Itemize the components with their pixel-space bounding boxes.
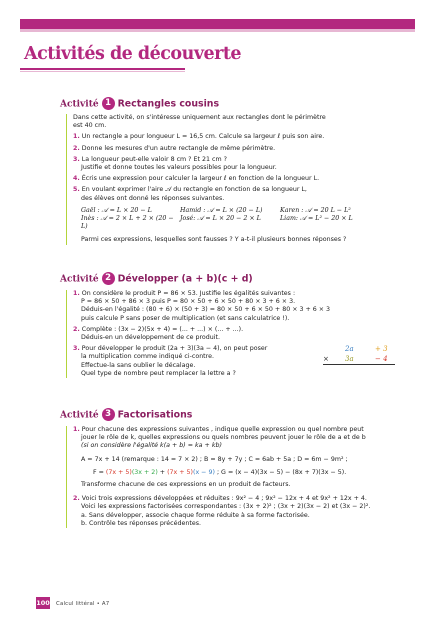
question-text: La longueur peut-elle valoir 8 cm ? Et 21 cm ? [81, 155, 227, 163]
expr-part: (7x + 5) [105, 468, 132, 476]
activity-number-badge: 3 [102, 408, 115, 421]
question-text: Pour développer le produit (2a + 3)(3a − 4), on peut poser [81, 345, 268, 353]
question-number: 5. [73, 186, 80, 194]
activity-2-header [60, 272, 405, 286]
intro-line: est 40 cm. [73, 122, 107, 130]
mult-term: − 4 [375, 355, 388, 364]
question-text: P = 86 × 50 + 86 × 3 puis P = 80 × 50 + 6 × 50 + 80 × 3 + 6 × 3. [81, 298, 296, 306]
sub-question-b: b. Contrôle tes réponses précédentes. [81, 519, 202, 527]
question-text: Quel type de nombre peut remplacer la lettre a ? [81, 369, 236, 377]
question-5 [73, 186, 405, 202]
question-3 [73, 156, 405, 172]
activity-label: Activité [60, 410, 99, 421]
activity-title: Développer (a + b)(c + d) [117, 273, 253, 285]
question-number: 1. [73, 133, 80, 141]
title-underline-shade [20, 71, 185, 72]
question-number: 3. [73, 155, 80, 163]
expr-part: (x − 9) [193, 468, 215, 476]
question-text: Effectue-la sans oublier le décalage. [81, 361, 196, 369]
page-number: 100 [36, 599, 50, 607]
question-1 [73, 426, 405, 451]
expr-part: + [157, 468, 168, 476]
activity-2 [60, 272, 405, 378]
question-1 [73, 133, 405, 141]
transform-instruction: Transforme chacune de ces expressions en un produit de facteurs. [81, 481, 291, 489]
question-text: la multiplication comme indiqué ci-contre. [81, 353, 214, 361]
question-text: Voici trois expressions développées et réduites : 9x² − 4 ; 9x² − 12x + 4 et 9x² + 12x + 4. [81, 495, 367, 503]
question-number: 2. [73, 144, 80, 152]
question-text: Justifie et donne toutes les valeurs possibles pour la longueur. [81, 164, 277, 172]
question-number: 2. [73, 325, 80, 333]
question-4 [73, 175, 405, 183]
question-text: jouer le rôle de k, quelles expressions ou quels nombres peuvent jouer le rôle de a et de b [81, 434, 366, 442]
question-text: Pour chacune des expressions suivantes , indique quelle expression ou quel nombre peut [81, 426, 364, 433]
question-number: 4. [73, 175, 80, 183]
multiplication-layout [323, 345, 403, 367]
activity-3-header [60, 408, 405, 422]
header-bar [20, 19, 415, 29]
question-2 [73, 495, 405, 511]
question-text: Complète : (3x − 2)(5x + 4) = (... + ...) × (... + ...). [81, 325, 244, 333]
mult-term: 2a [345, 345, 354, 354]
mult-term: 3a [345, 355, 354, 364]
footer-chapter: Calcul littéral • A7 [56, 601, 110, 607]
answer-hamid: Hamid : 𝒜 = L × (20 − L) [180, 206, 263, 214]
question-3 [73, 345, 405, 378]
activity-2-body [66, 290, 405, 378]
activity-3 [60, 408, 405, 528]
times-sign: × [323, 355, 329, 364]
answer-ines: Inès : 𝒜 = 2 × L + 2 × (20 − L) [81, 215, 174, 231]
question-2 [73, 326, 405, 342]
expr-part: F = [93, 468, 106, 476]
question-text: En voulant exprimer l'aire 𝒜 du rectangle en fonction de sa longueur L, [81, 186, 307, 194]
question-number: 2. [73, 495, 80, 503]
question-text: (si on considère l'égalité k(a + b) = ka + kb) [81, 442, 222, 450]
question-text: Déduis-en l'égalité : (80 + 6) × (50 + 3) = 80 × 50 + 6 × 50 + 80 × 3 + 6 × 3 [81, 306, 331, 314]
activity-label: Activité [60, 99, 99, 110]
mult-term: + 3 [375, 345, 388, 354]
question-1 [73, 290, 405, 323]
question-number: 1. [73, 290, 80, 297]
question-text: Écris une expression pour calculer la largeur ℓ en fonction de la longueur L. [81, 175, 320, 183]
activity-number-badge: 2 [102, 272, 115, 285]
page-title: Activités de découverte [24, 44, 242, 64]
answer-liam: Liam: 𝒜 = L² − 20 × L [280, 215, 353, 223]
final-question: Parmi ces expressions, lesquelles sont fausses ? Y a-t-il plusieurs bonnes réponses ? [81, 236, 347, 244]
answer-jose: José: 𝒜 = L × 20 − 2 × L [180, 215, 261, 223]
question-text: Donne les mesures d'un autre rectangle de même périmètre. [81, 144, 276, 152]
answer-karen: Karen : 𝒜 = 20 L − L² [280, 206, 351, 214]
question-text: On considère le produit P = 86 × 53. Justifie les égalités suivantes : [81, 290, 296, 297]
mult-rule [323, 364, 395, 365]
question-text: Un rectangle a pour longueur L = 16,5 cm. Calcule sa largeur ℓ puis son aire. [81, 133, 325, 141]
expressions-line-2 [73, 469, 405, 477]
expr-part: (3x + 2) [131, 468, 158, 476]
activity-1-body [66, 114, 405, 245]
question-text: des élèves ont donné les réponses suivantes. [81, 194, 225, 202]
activity-number-badge: 1 [102, 97, 115, 110]
sub-question-a: a. Sans développer, associe chaque forme réduite à sa forme factorisée. [81, 511, 310, 519]
intro-line: Dans cette activité, on s'intéresse uniquement aux rectangles dont le périmètre [73, 114, 326, 121]
activity-title: Rectangles cousins [117, 98, 220, 110]
activity-label: Activité [60, 274, 99, 285]
activity-title: Factorisations [117, 409, 193, 421]
expressions-line: A = 7x + 14 (remarque : 14 = 7 × 2) ; B = 8y + 7y ; C = 6ab + 5a ; D = 6m − 9m² ; [81, 455, 348, 463]
activity-1 [60, 97, 405, 245]
question-text: Déduis-en un développement de ce produit. [81, 334, 220, 342]
header-bar-shade [20, 29, 415, 32]
answers-grid [73, 207, 405, 232]
question-text: Voici les expressions factorisées correspondantes : (3x + 2)² ; (3x + 2)(3x − 2) et (3x − 2)². [81, 503, 371, 511]
title-underline [20, 68, 185, 70]
expr-part: (7x + 5) [167, 468, 193, 476]
activity-3-body [66, 426, 405, 528]
answer-gael: Gaël : 𝒜 = L × 20 − L [81, 206, 152, 214]
expr-part: ; G = (x − 4)(3x − 5) − (8x + 7)(3x − 5). [214, 468, 347, 476]
question-text: puis calcule P sans poser de multiplication (et sans calculatrice !). [81, 314, 290, 322]
question-number: 3. [73, 345, 80, 353]
activity-1-header [60, 97, 405, 111]
question-number: 1. [73, 426, 80, 433]
question-2 [73, 145, 405, 153]
